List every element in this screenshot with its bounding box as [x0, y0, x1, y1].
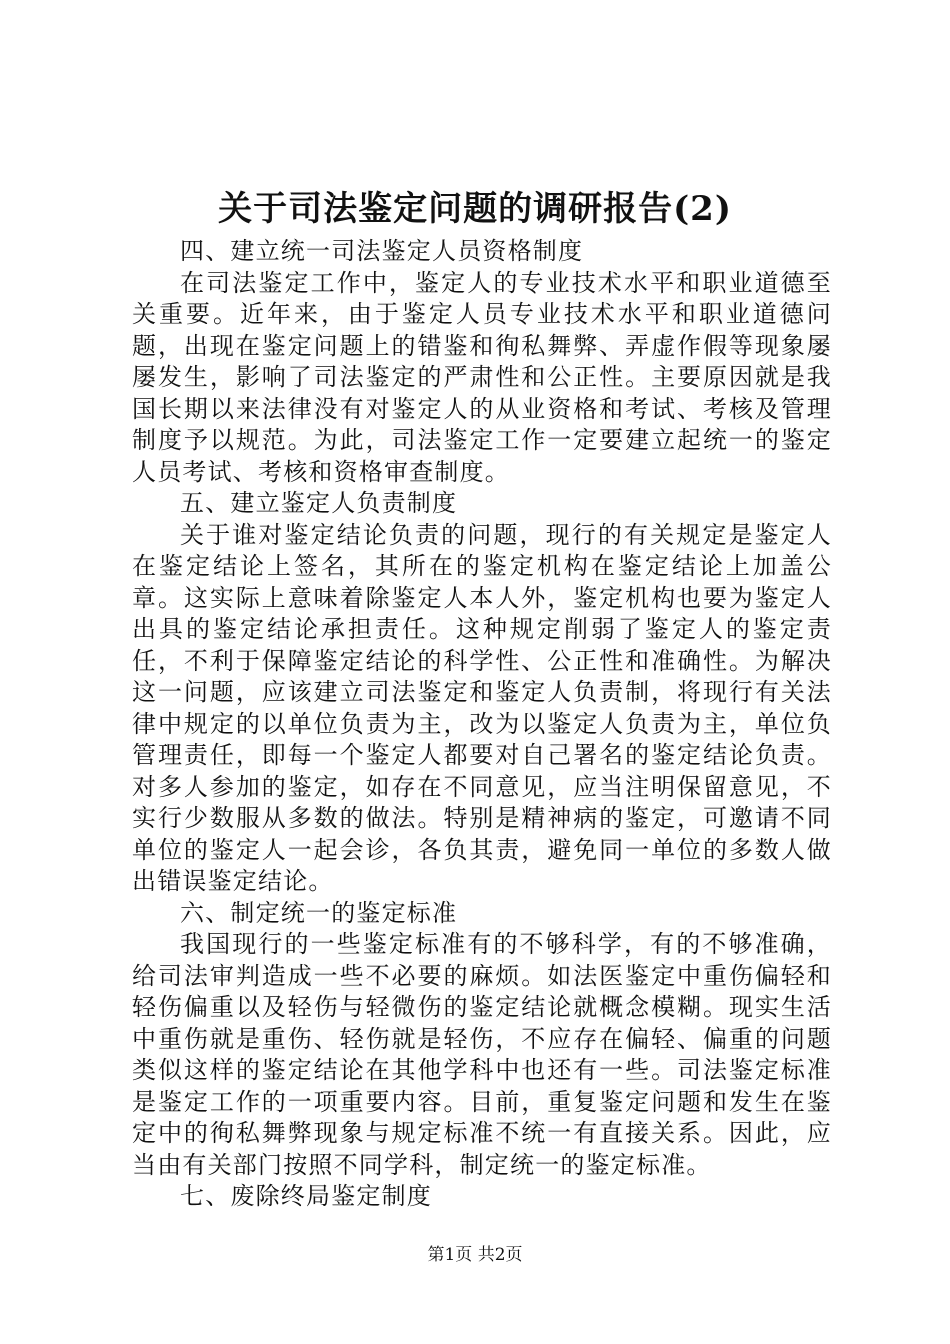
document-body — [132, 236, 832, 1213]
section-body-5: 关于谁对鉴定结论负责的问题，现行的有关规定是鉴定人在鉴定结论上签名，其所在的鉴定机构在鉴定结论上加盖公章。这实际上意味着除鉴定人本人外，鉴定机构也要为鉴定人出具的鉴定结论承担责任。这种规定削弱了鉴定人的鉴定责任，不利于保障鉴定结论的科学性、公正性和准确性。为解决这一问题，应该建立司法鉴定和鉴定人负责制，将现行有关法律中规定的以单位负责为主，改为以鉴定人负责为主，单位负管理责任，即每一个鉴定人都要对自己署名的鉴定结论负责。对多人参加的鉴定，如存在不同意见，应当注明保留意见，不实行少数服从多数的做法。特别是精神病的鉴定，可邀请不同单位的鉴定人一起会诊，各负其责，避免同一单位的多数人做出错误鉴定结论。 — [132, 520, 832, 895]
page-footer: 第1页 共2页 — [427, 1245, 523, 1265]
section-heading-6: 六、制定统一的鉴定标准 — [180, 898, 458, 927]
section-heading-4: 四、建立统一司法鉴定人员资格制度 — [180, 237, 584, 265]
section-heading-7: 七、废除终局鉴定制度 — [180, 1182, 432, 1210]
section-body-6: 我国现行的一些鉴定标准有的不够科学，有的不够准确，给司法审判造成一些不必要的麻烦。如法医鉴定中重伤偏轻和轻伤偏重以及轻伤与轻微伤的鉴定结论就概念模糊。现实生活中重伤就是重伤、轻伤就是轻伤，不应存在偏轻、偏重的问题类似这样的鉴定结论在其他学科中也还有一些。司法鉴定标准是鉴定工作的一项重要内容。目前，重复鉴定问题和发生在鉴定中的徇私舞弊现象与规定标准不统一有直接关系。因此，应当由有关部门按照不同学科，制定统一的鉴定标准。 — [132, 930, 832, 1179]
document-title: 关于司法鉴定问题的调研报告(2) — [218, 189, 732, 229]
section-body-4: 在司法鉴定工作中，鉴定人的专业技术水平和职业道德至关重要。近年来，由于鉴定人员专业技术水平和职业道德问题，出现在鉴定问题上的错鉴和徇私舞弊、弄虚作假等现象屡屡发生，影响了司法鉴定的严肃性和公正性。主要原因就是我国长期以来法律没有对鉴定人的从业资格和考试、考核及管理制度予以规范。为此，司法鉴定工作一定要建立起统一的鉴定人员考试、考核和资格审查制度。 — [132, 268, 832, 486]
section-heading-5: 五、建立鉴定人负责制度 — [180, 489, 458, 517]
